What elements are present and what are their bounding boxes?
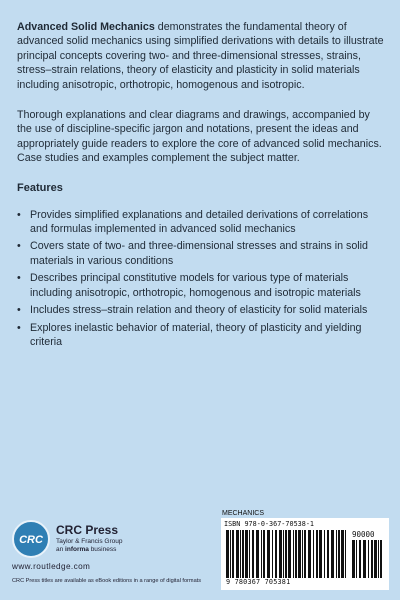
addon-barcode-icon — [352, 540, 386, 578]
publisher-group: Taylor & Francis Group — [56, 538, 123, 545]
price-code: 90000 — [352, 530, 375, 539]
publisher-name: CRC Press — [56, 523, 119, 537]
bullet-icon: • — [17, 321, 21, 334]
tagline-suffix: business — [88, 546, 117, 553]
crc-logo-icon — [12, 520, 50, 558]
barcode-icon — [226, 530, 348, 578]
back-cover-text — [17, 20, 385, 352]
list-item — [17, 321, 385, 350]
list-item — [17, 208, 385, 237]
subject-category: MECHANICS — [222, 510, 265, 517]
list-item — [17, 303, 385, 317]
features-heading: Features — [17, 181, 63, 194]
barcode-digits: 9 780367 705381 — [226, 578, 291, 586]
bullet-icon: • — [17, 240, 21, 253]
feature-text: Provides simplified explanations and detailed derivations of correlations and formulas implemented in advanced solid mechanics — [30, 208, 369, 236]
intro-text: demonstrates the fundamental theory of advanced solid mechanics using simplified derivations with details to illustrate principal concepts covering two- and three-dimensional stresses, strains, stress–strain relations, theory of elasticity and plasticity in solid materials including anisotropic, orthotropic, homogenous and isotropic. — [17, 21, 384, 91]
feature-text: Covers state of two- and three-dimensional stresses and strains in solid materials in various conditions — [30, 240, 369, 267]
feature-text: Describes principal constitutive models for various type of materials including anisotropic, orthotropic, homogenous and isotropic materials — [30, 272, 361, 299]
logo-circle-text: CRC — [19, 534, 43, 546]
publisher-url: www.routledge.com — [12, 562, 91, 571]
tagline-bold: informa — [65, 546, 89, 553]
publisher-tagline — [56, 546, 116, 553]
bullet-icon: • — [17, 272, 21, 285]
bullet-icon: • — [17, 208, 21, 221]
description-paragraph: Thorough explanations and clear diagrams and drawings, accompanied by the use of discipline-specific jargon and notations, present the ideas and appropriately guide readers to explore the core of advanced solid mechanics. Case studies and examples complement the subject matter. — [17, 109, 382, 165]
bullet-icon: • — [17, 304, 21, 317]
tagline-prefix: an — [56, 546, 66, 553]
features-list — [17, 208, 385, 350]
book-title: Advanced Solid Mechanics — [17, 21, 155, 33]
list-item — [17, 271, 385, 300]
feature-text: Includes stress–strain relation and theory of elasticity for solid materials — [30, 304, 368, 317]
intro-paragraph — [17, 20, 385, 92]
list-item — [17, 239, 385, 268]
feature-text: Explores inelastic behavior of material, theory of plasticity and yielding criteria — [30, 321, 362, 348]
ebook-note: CRC Press titles are available as eBook editions in a range of digital formats — [12, 578, 202, 584]
isbn-text: ISBN 978-0-367-70538-1 — [224, 520, 315, 528]
